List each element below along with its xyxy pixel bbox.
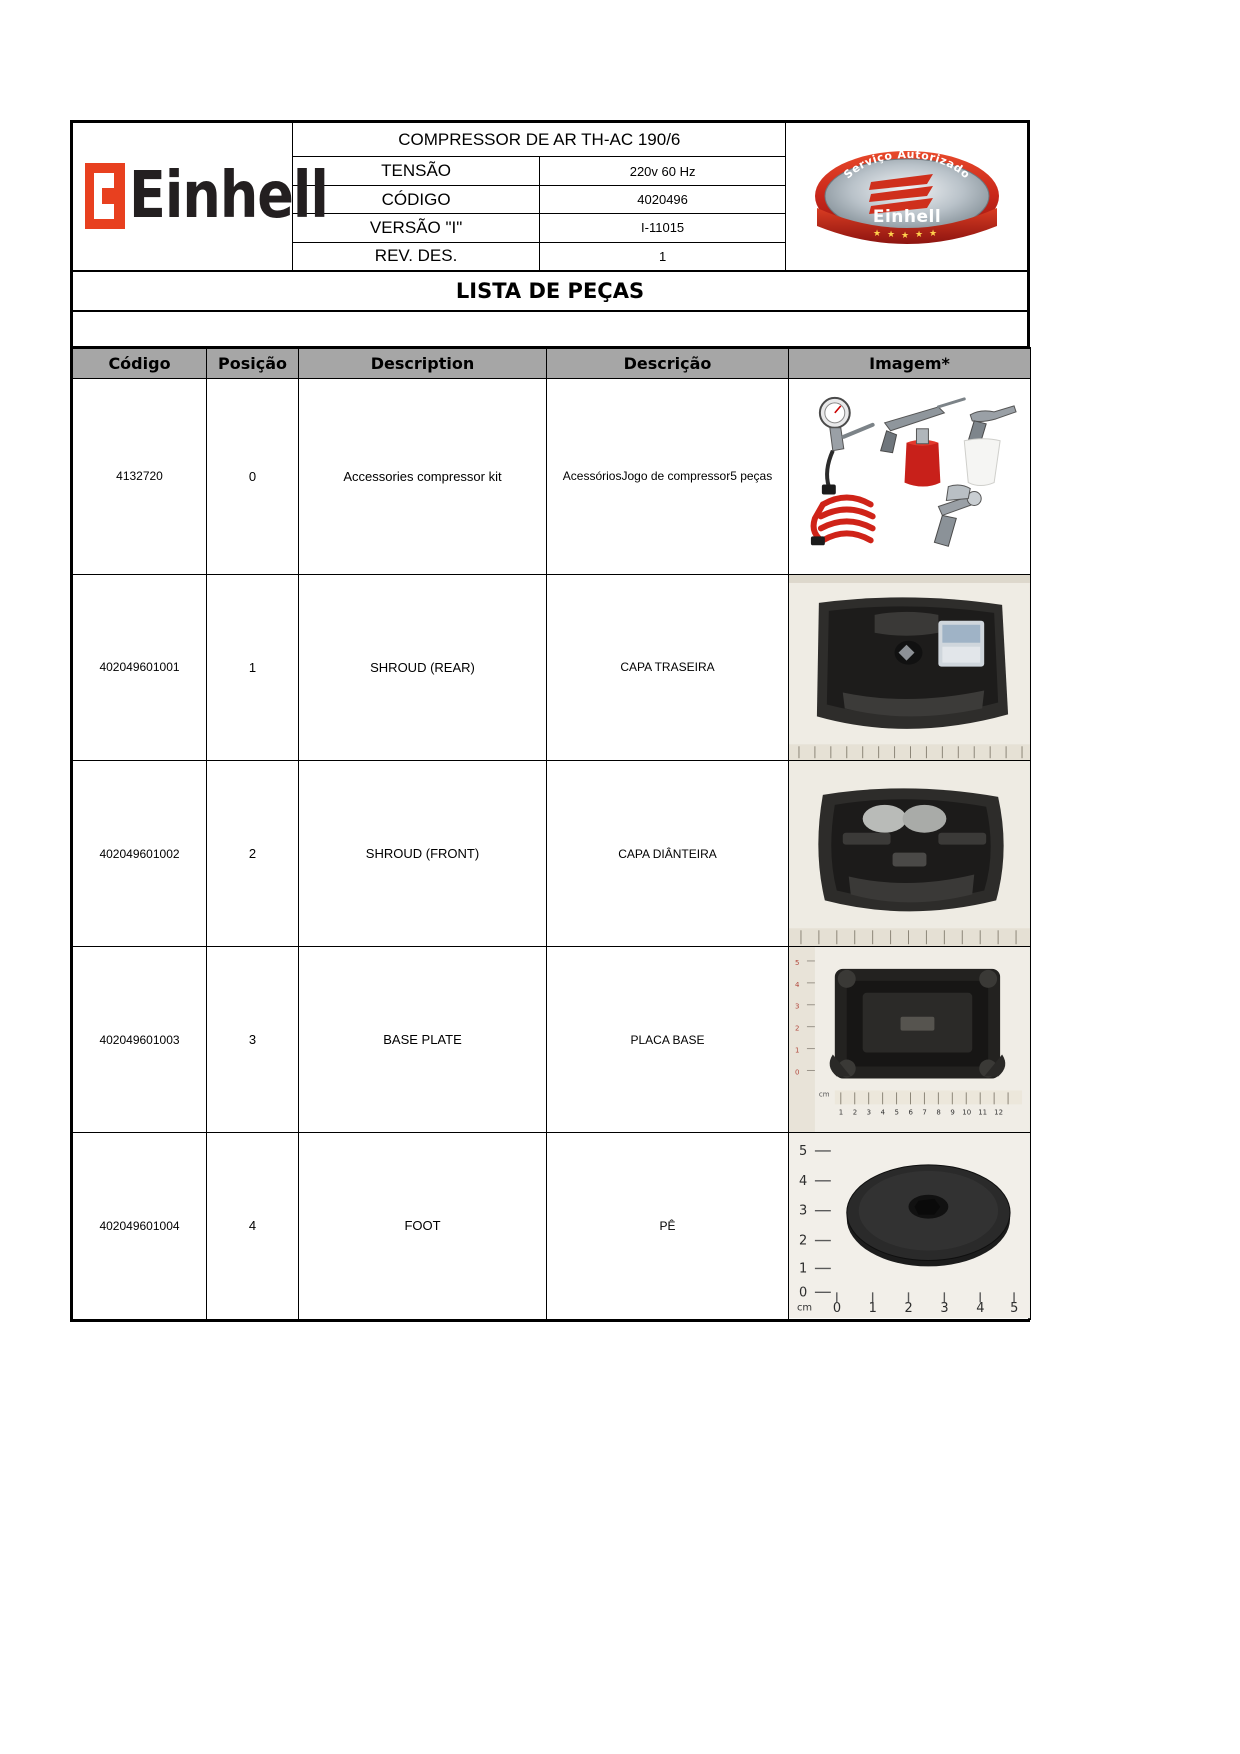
svg-text:2: 2 xyxy=(904,1301,913,1317)
cell-codigo: 4132720 xyxy=(73,378,207,574)
authorized-service-seal-cell xyxy=(786,123,1028,271)
cell-posicao: 4 xyxy=(207,1133,299,1319)
svg-text:6: 6 xyxy=(908,1108,913,1117)
column-header-posicao: Posição xyxy=(207,348,299,378)
svg-text:cm: cm xyxy=(818,1090,830,1099)
product-title: COMPRESSOR DE AR TH-AC 190/6 xyxy=(293,123,786,157)
svg-text:★: ★ xyxy=(872,228,881,239)
front-shroud-photo xyxy=(789,761,1030,946)
spec-value-versao: I-11015 xyxy=(539,214,785,242)
spec-label-codigo: CÓDIGO xyxy=(293,185,540,213)
spec-value-codigo: 4020496 xyxy=(539,185,785,213)
cell-posicao: 1 xyxy=(207,574,299,760)
cell-description: FOOT xyxy=(299,1133,547,1319)
svg-text:1: 1 xyxy=(794,1046,800,1055)
cell-imagem xyxy=(789,378,1031,574)
table-row xyxy=(73,378,1031,574)
svg-text:cm: cm xyxy=(796,1302,813,1314)
table-row xyxy=(73,574,1031,760)
svg-text:4: 4 xyxy=(976,1301,985,1317)
einhell-logo xyxy=(73,158,328,233)
svg-text:12: 12 xyxy=(994,1108,1004,1117)
cell-description: SHROUD (FRONT) xyxy=(299,760,547,946)
svg-text:3: 3 xyxy=(798,1203,808,1219)
cell-codigo: 402049601003 xyxy=(73,947,207,1133)
svg-text:1: 1 xyxy=(868,1301,877,1317)
parts-table xyxy=(72,347,1031,1320)
cell-codigo: 402049601002 xyxy=(73,760,207,946)
spacer-row xyxy=(73,311,1028,347)
cell-imagem xyxy=(789,1133,1031,1319)
rear-shroud-photo xyxy=(789,575,1030,760)
svg-text:3: 3 xyxy=(940,1301,949,1317)
cell-imagem xyxy=(789,947,1031,1133)
cell-description: Accessories compressor kit xyxy=(299,378,547,574)
table-row xyxy=(73,1133,1031,1319)
column-header-descricao: Descrição xyxy=(547,348,789,378)
svg-text:4: 4 xyxy=(794,980,800,989)
table-row xyxy=(73,760,1031,946)
column-header-description: Description xyxy=(299,348,547,378)
cell-descricao: PLACA BASE xyxy=(547,947,789,1133)
svg-text:0: 0 xyxy=(832,1301,842,1317)
cell-description: SHROUD (REAR) xyxy=(299,574,547,760)
compressor-accessory-kit-photo xyxy=(789,379,1030,574)
section-title: LISTA DE PEÇAS xyxy=(73,271,1028,311)
svg-text:9: 9 xyxy=(950,1108,955,1117)
base-plate-photo xyxy=(789,947,1030,1132)
spec-value-rev-des: 1 xyxy=(539,242,785,270)
column-header-codigo: Código xyxy=(73,348,207,378)
cell-imagem xyxy=(789,760,1031,946)
svg-text:★: ★ xyxy=(886,229,895,240)
spec-label-rev-des: REV. DES. xyxy=(293,242,540,270)
svg-text:5: 5 xyxy=(1010,1301,1019,1317)
svg-text:5: 5 xyxy=(894,1108,900,1117)
svg-text:11: 11 xyxy=(978,1108,988,1117)
parts-list-sheet xyxy=(70,120,1030,1322)
svg-text:3: 3 xyxy=(866,1108,872,1117)
cell-codigo: 402049601001 xyxy=(73,574,207,760)
svg-text:5: 5 xyxy=(794,959,800,968)
cell-imagem xyxy=(789,574,1031,760)
svg-text:2: 2 xyxy=(794,1024,800,1033)
svg-text:4: 4 xyxy=(880,1108,886,1117)
svg-text:★: ★ xyxy=(900,230,909,241)
svg-text:0: 0 xyxy=(798,1285,808,1301)
cell-descricao: AcessóriosJogo de compressor5 peças xyxy=(547,378,789,574)
svg-text:7: 7 xyxy=(922,1108,927,1117)
cell-posicao: 3 xyxy=(207,947,299,1133)
svg-text:10: 10 xyxy=(962,1108,972,1117)
svg-text:2: 2 xyxy=(798,1233,808,1249)
header-table xyxy=(72,122,1028,347)
svg-text:★: ★ xyxy=(928,228,937,239)
cell-posicao: 2 xyxy=(207,760,299,946)
table-row xyxy=(73,947,1031,1133)
svg-text:8: 8 xyxy=(936,1108,941,1117)
svg-text:Serviço Autorizado: Serviço Autorizado xyxy=(840,148,973,182)
cell-posicao: 0 xyxy=(207,378,299,574)
svg-text:1: 1 xyxy=(838,1108,844,1117)
parts-table-header-row xyxy=(73,348,1031,378)
cell-description: BASE PLATE xyxy=(299,947,547,1133)
cell-codigo: 402049601004 xyxy=(73,1133,207,1319)
column-header-imagem: Imagem* xyxy=(789,348,1031,378)
svg-text:3: 3 xyxy=(794,1002,800,1011)
svg-text:5: 5 xyxy=(798,1144,808,1160)
svg-text:2: 2 xyxy=(852,1108,858,1117)
spec-label-versao: VERSÃO "I" xyxy=(293,214,540,242)
spec-label-tensao: TENSÃO xyxy=(293,157,540,185)
einhell-e-mark-icon xyxy=(85,163,125,229)
svg-text:Einhell: Einhell xyxy=(872,207,941,228)
svg-text:0: 0 xyxy=(794,1068,800,1077)
brand-logo-cell xyxy=(73,123,328,271)
svg-text:★: ★ xyxy=(914,229,923,240)
svg-text:4: 4 xyxy=(798,1174,808,1190)
svg-text:1: 1 xyxy=(798,1261,808,1277)
einhell-wordmark: Einhell xyxy=(129,158,328,233)
rubber-foot-photo xyxy=(789,1133,1030,1318)
cell-descricao: PÊ xyxy=(547,1133,789,1319)
authorized-service-seal-icon xyxy=(809,148,1005,244)
cell-descricao: CAPA DIÂNTEIRA xyxy=(547,760,789,946)
spec-value-tensao: 220v 60 Hz xyxy=(539,157,785,185)
cell-descricao: CAPA TRASEIRA xyxy=(547,574,789,760)
